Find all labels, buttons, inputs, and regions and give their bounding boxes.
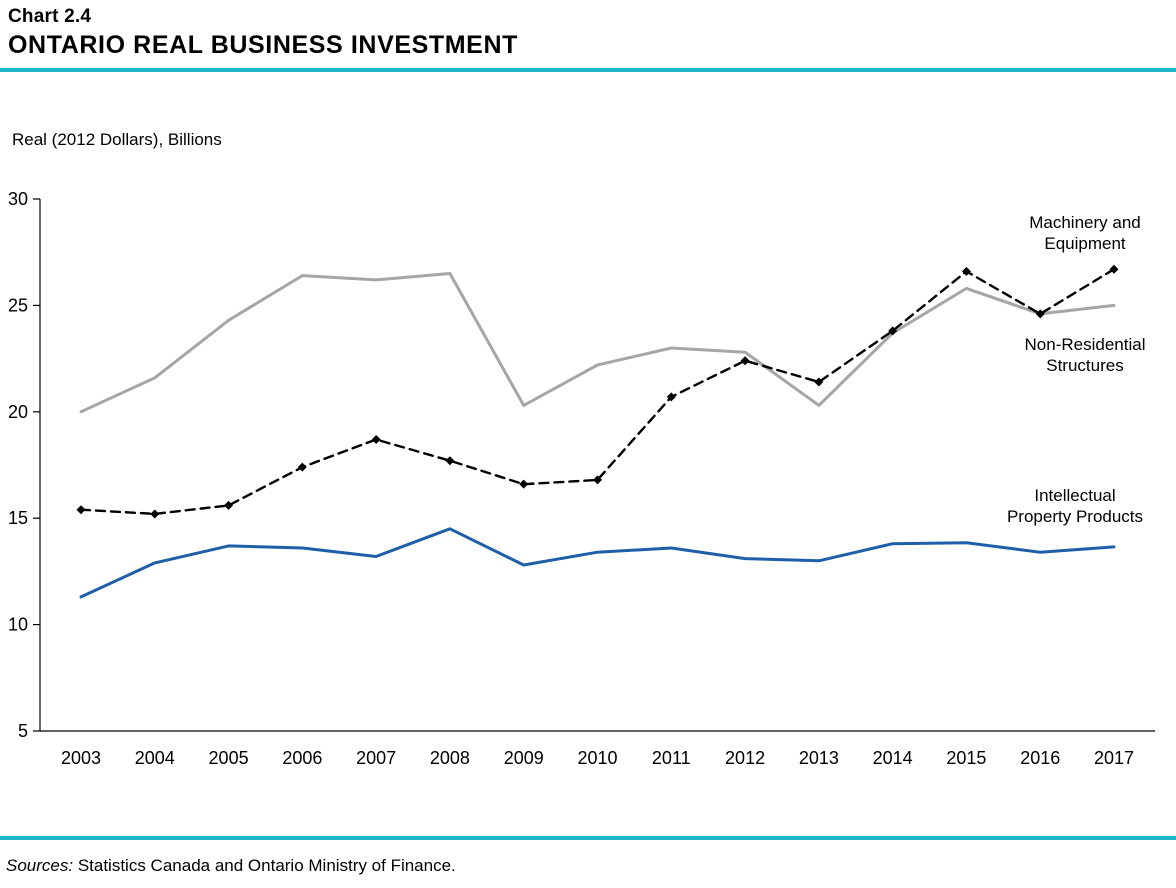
sources-prefix: Sources: <box>6 856 74 875</box>
x-tick-label: 2012 <box>725 748 766 768</box>
series-label-machinery-line1: Machinery and <box>1029 213 1141 232</box>
series-marker <box>150 509 159 518</box>
x-tick-label: 2017 <box>1093 748 1135 768</box>
series-label-machinery-line2: Equipment <box>1044 234 1126 253</box>
sources-note <box>6 856 456 876</box>
x-tick-label: 2003 <box>60 748 102 768</box>
x-tick-label: 2008 <box>429 748 470 768</box>
series-marker <box>519 480 528 489</box>
series-label-ipp <box>980 485 1170 527</box>
x-tick-label: 2006 <box>282 748 323 768</box>
y-tick-label: 30 <box>7 189 28 209</box>
y-tick-label: 5 <box>17 721 28 741</box>
x-tick-label: 2015 <box>946 748 987 768</box>
x-tick-label: 2010 <box>577 748 618 768</box>
y-axis-units-label: Real (2012 Dollars), Billions <box>12 130 222 149</box>
series-label-machinery <box>1000 212 1170 254</box>
x-tick-label: 2014 <box>872 748 913 768</box>
footer-divider <box>0 836 1176 840</box>
series-label-nonresidential <box>1000 334 1170 376</box>
series-line <box>81 274 1114 412</box>
x-tick-label: 2004 <box>134 748 175 768</box>
page-title: ONTARIO REAL BUSINESS INVESTMENT <box>8 31 518 59</box>
x-tick-label: 2007 <box>356 748 397 768</box>
series-marker <box>372 435 381 444</box>
y-tick-label: 15 <box>7 508 28 529</box>
y-tick-label: 20 <box>7 401 28 422</box>
series-label-nonresidential-line2: Structures <box>1046 356 1124 375</box>
series-label-ipp-line2: Property Products <box>1006 507 1144 526</box>
x-tick-label: 2005 <box>208 748 249 768</box>
chart-number: Chart 2.4 <box>8 6 92 27</box>
series-marker <box>298 463 307 472</box>
x-tick-label: 2009 <box>503 748 544 768</box>
series-marker <box>224 501 233 510</box>
series-line <box>81 529 1114 597</box>
x-tick-label: 2011 <box>651 748 691 768</box>
y-tick-label: 25 <box>7 295 28 316</box>
x-tick-label: 2013 <box>798 748 839 768</box>
y-tick-label: 10 <box>7 614 28 635</box>
series-marker <box>445 456 454 465</box>
x-tick-label: 2016 <box>1020 748 1061 768</box>
series-marker <box>741 356 750 365</box>
series-marker <box>77 505 86 514</box>
series-label-nonresidential-line1: Non-Residential <box>1024 335 1146 354</box>
sources-text: Statistics Canada and Ontario Ministry of Finance. <box>73 856 456 875</box>
series-label-ipp-line1: Intellectual <box>1034 486 1116 505</box>
